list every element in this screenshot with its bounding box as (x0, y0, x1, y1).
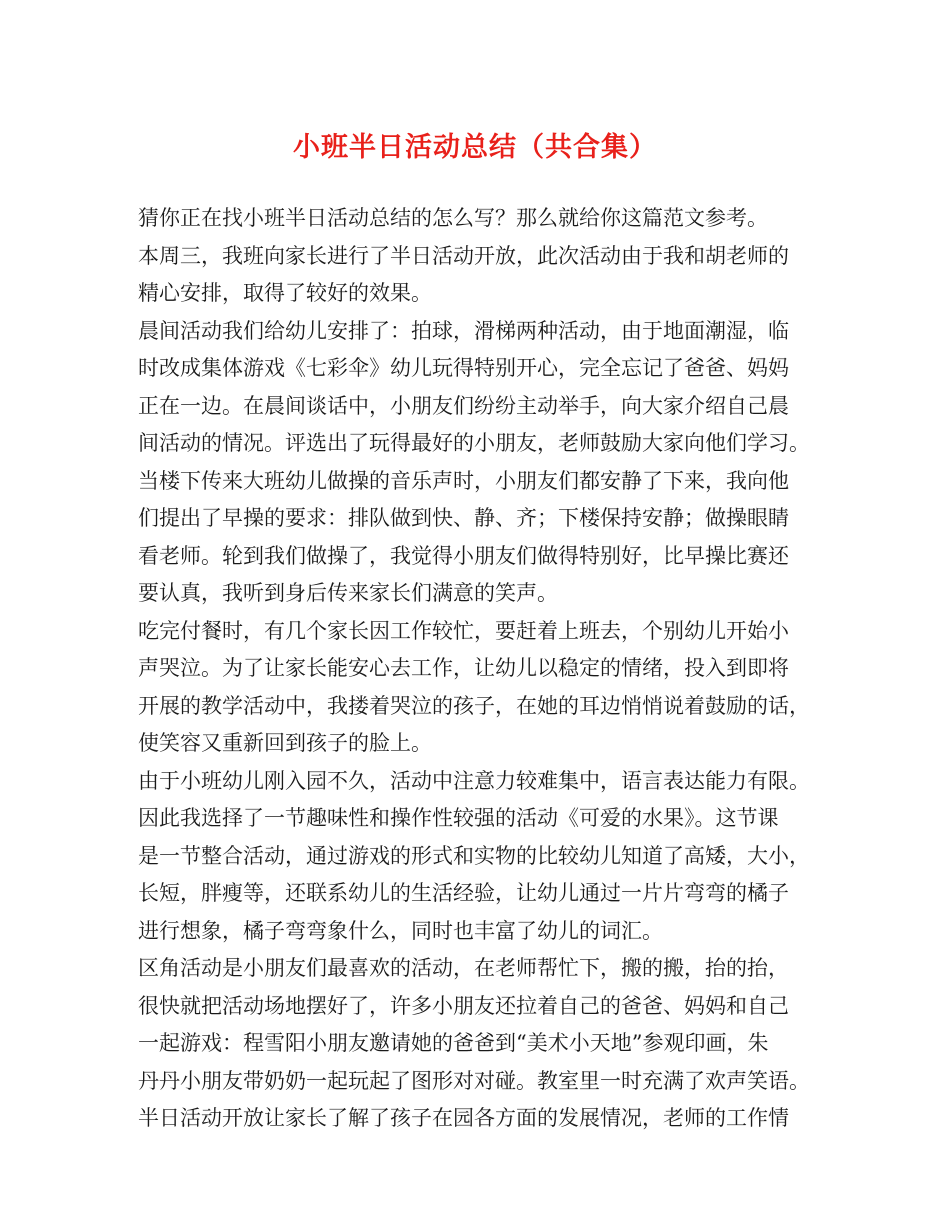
text-line: 猜你正在找小班半日活动总结的怎么写？那么就给你这篇范文参考。 (138, 206, 768, 230)
text-line: 很快就把活动场地摆好了，许多小朋友还拉着自己的爸爸、妈妈和自己 (138, 993, 789, 1018)
text-line: 半日活动开放让家长了解了孩子在园各方面的发展情况，老师的工作情 (138, 1106, 789, 1130)
document-body (138, 200, 828, 1138)
text-line: 看老师。轮到我们做操了，我觉得小朋友们做得特别好，比早操比赛还 (138, 543, 789, 568)
text-line: 声哭泣。为了让家长能安心去工作，让幼儿以稳定的情绪，投入到即将 (138, 656, 789, 680)
text-line: 区角活动是小朋友们最喜欢的活动，在老师帮忙下，搬的搬，抬的抬， (138, 956, 789, 980)
text-line: 丹丹小朋友带奶奶一起玩起了图形对对碰。教室里一时充满了欢声笑语。 (138, 1068, 810, 1093)
text-line: 由于小班幼儿刚入园不久，活动中注意力较难集中，语言表达能力有限。 (138, 768, 810, 793)
text-line: 一起游戏：程雪阳小朋友邀请她的爸爸到“美术小天地”参观印画，朱 (138, 1031, 769, 1055)
text-line: 们提出了早操的要求：排队做到快、静、齐；下楼保持安静；做操眼睛 (138, 506, 789, 530)
text-line: 间活动的情况。评选出了玩得最好的小朋友，老师鼓励大家向他们学习。 (138, 431, 810, 455)
text-line: 因此我选择了一节趣味性和操作性较强的活动《可爱的水果》。这节课 (138, 806, 779, 830)
text-line: 晨间活动我们给幼儿安排了：拍球，滑梯两种活动，由于地面潮湿，临 (138, 318, 789, 343)
text-line: 当楼下传来大班幼儿做操的音乐声时，小朋友们都安静了下来，我向他 (138, 468, 789, 493)
text-line: 要认真，我听到身后传来家长们满意的笑声。 (138, 581, 558, 605)
text-line: 开展的教学活动中，我搂着哭泣的孩子，在她的耳边悄悄说着鼓励的话， (138, 693, 810, 718)
text-line: 吃完付餐时，有几个家长因工作较忙，要赶着上班去，个别幼儿开始小 (138, 618, 789, 643)
text-line: 是一节整合活动，通过游戏的形式和实物的比较幼儿知道了高矮，大小， (138, 843, 810, 868)
text-line: 精心安排，取得了较好的效果。 (138, 281, 432, 305)
text-line: 使笑容又重新回到孩子的脸上。 (138, 731, 432, 755)
text-line: 时改成集体游戏《七彩伞》幼儿玩得特别开心，完全忘记了爸爸、妈妈 (138, 356, 789, 380)
text-line: 正在一边。在晨间谈话中，小朋友们纷纷主动举手，向大家介绍自己晨 (138, 393, 789, 418)
text-line: 本周三，我班向家长进行了半日活动开放，此次活动由于我和胡老师的 (138, 243, 789, 268)
text-line: 进行想象，橘子弯弯象什么，同时也丰富了幼儿的词汇。 (138, 918, 663, 943)
text-line: 长短，胖瘦等，还联系幼儿的生活经验，让幼儿通过一片片弯弯的橘子 (138, 881, 789, 905)
document-title: 小班半日活动总结（共合集） (293, 132, 657, 163)
